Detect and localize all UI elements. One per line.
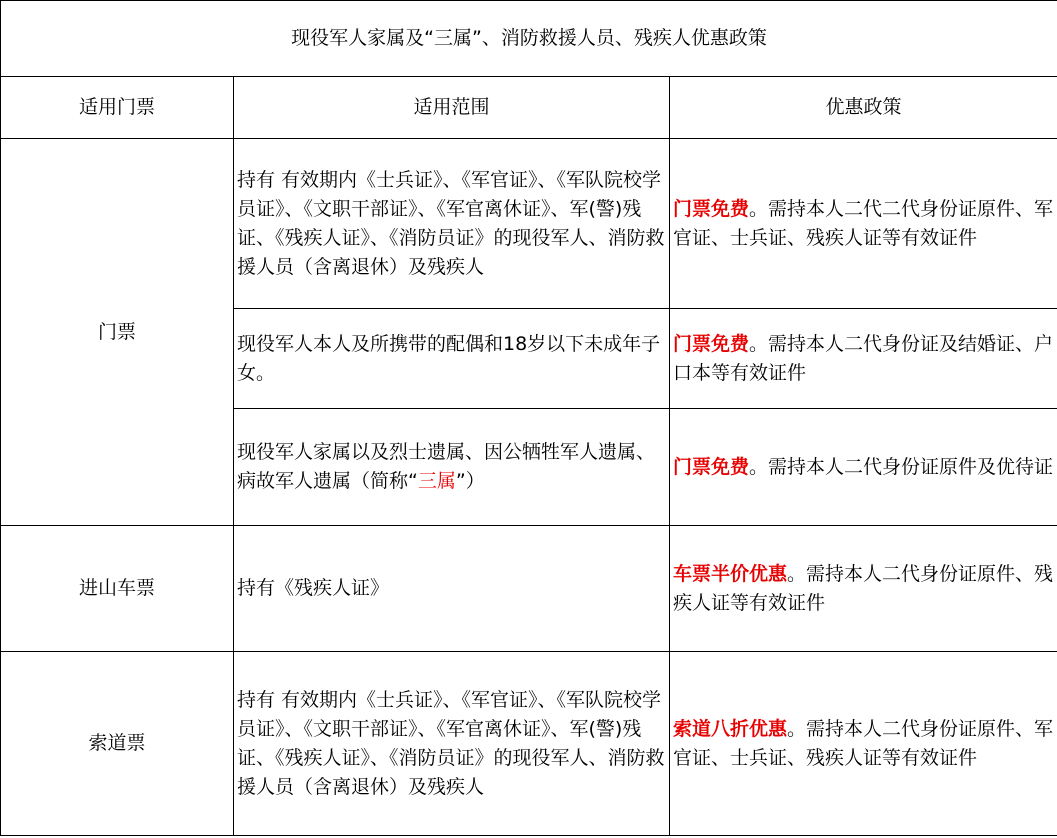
table-row: [1, 526, 1057, 652]
scope-cell: [234, 409, 670, 526]
scope-cell: 持有 有效期内《士兵证》、《军官证》、《军队院校学员证》、《文职干部证》、《军官离休证》、军(警)残证、《残疾人证》、《消防员证》的现役军人、消防救援人员（含离退休）及残疾人: [234, 652, 670, 836]
scope-cell: 持有《残疾人证》: [234, 526, 670, 652]
policy-highlight: 车票半价优惠: [673, 562, 788, 585]
category-bus-ticket: 进山车票: [1, 526, 234, 652]
policy-cell: [670, 652, 1057, 836]
policy-text: 。需持本人二代身份证原件、残疾人证等有效证件: [673, 562, 1054, 614]
header-ticket: 适用门票: [1, 77, 234, 139]
header-scope: 适用范围: [234, 77, 670, 139]
policy-text: 。需持本人二代二代身份证原件、军官证、士兵证、残疾人证等有效证件: [673, 197, 1054, 249]
table-row: [1, 652, 1057, 836]
table-title: 现役军人家属及“三属”、消防救援人员、残疾人优惠政策: [1, 1, 1057, 77]
policy-text: 。需持本人二代身份证原件及优待证: [749, 455, 1054, 478]
scope-text: 现役军人家属以及烈士遗属、因公牺牲军人遗属、病故军人遗属（简称“: [237, 441, 656, 492]
category-cableway-ticket: 索道票: [1, 652, 234, 836]
policy-text: 。需持本人二代身份证原件、军官证、士兵证、残疾人证等有效证件: [673, 717, 1054, 769]
category-ticket: 门票: [1, 139, 234, 526]
policy-highlight: 索道八折优惠: [673, 717, 788, 740]
policy-highlight: 门票免费: [673, 197, 750, 220]
policy-highlight: 门票免费: [673, 455, 750, 478]
scope-text: ”）: [455, 470, 485, 492]
scope-red-text: 三属: [417, 470, 456, 492]
header-policy: 优惠政策: [670, 77, 1057, 139]
scope-cell: 现役军人本人及所携带的配偶和18岁以下未成年子女。: [234, 309, 670, 409]
policy-highlight: 门票免费: [673, 332, 750, 355]
policy-text: 。需持本人二代身份证及结婚证、户口本等有效证件: [673, 332, 1054, 384]
policy-cell: [670, 526, 1057, 652]
policy-cell: [670, 309, 1057, 409]
scope-cell: 持有 有效期内《士兵证》、《军官证》、《军队院校学员证》、《文职干部证》、《军官离休证》、军(警)残证、《残疾人证》、《消防员证》的现役军人、消防救援人员（含离退休）及残疾人: [234, 139, 670, 309]
policy-cell: [670, 409, 1057, 526]
header-row: [1, 77, 1057, 139]
title-row: [1, 1, 1057, 77]
table-row: [1, 139, 1057, 309]
policy-cell: [670, 139, 1057, 309]
